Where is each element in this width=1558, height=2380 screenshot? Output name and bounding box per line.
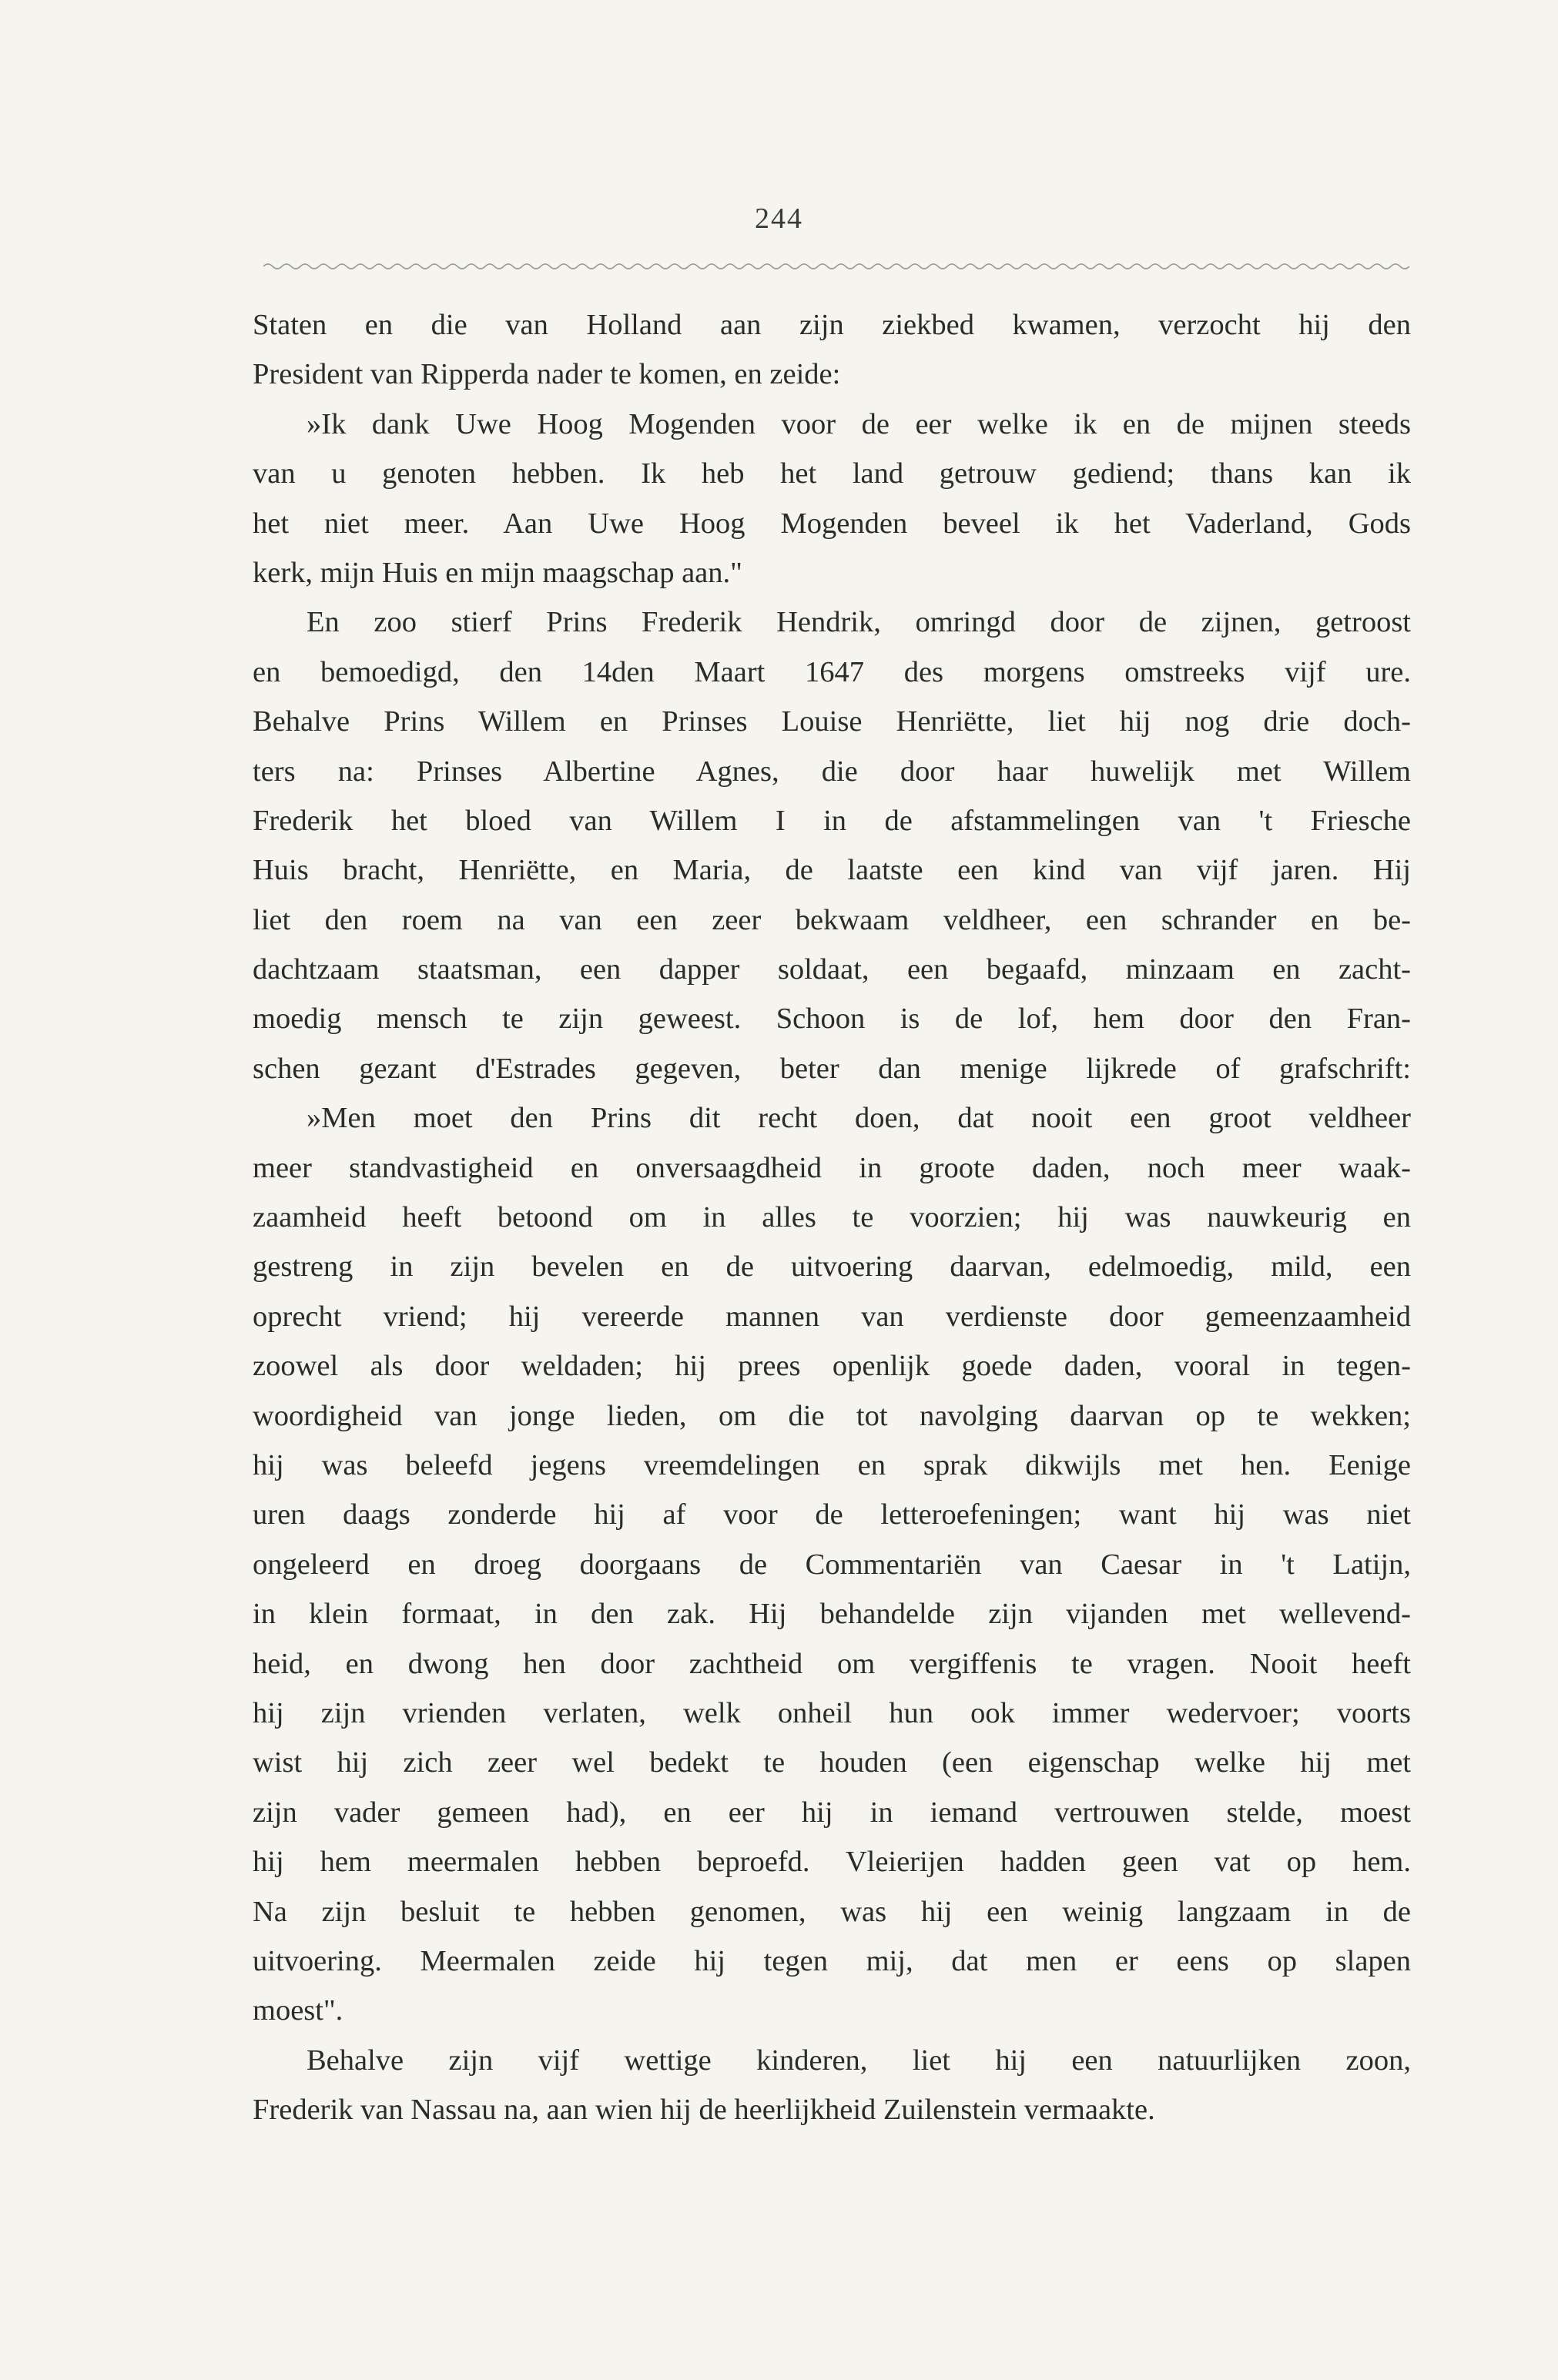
text-line: hij zijn vrienden verlaten, welk onheil hun ook immer wedervoer; voorts (253, 1696, 1411, 1729)
text-line: Frederik van Nassau na, aan wien hij de heerlijkheid Zuilenstein vermaakte. (253, 2094, 1155, 2127)
text-line: het niet meer. Aan Uwe Hoog Mogenden beveel ik het Vaderland, Gods (253, 507, 1411, 540)
text-line: schen gezant d'Estrades gegeven, beter dan menige lijkrede of grafschrift: (253, 1052, 1411, 1085)
text-line: »Men moet den Prins dit recht doen, dat nooit een groot veldheer (307, 1102, 1411, 1135)
text-line: hij was beleefd jegens vreemdelingen en sprak dikwijls met hen. Eenige (253, 1448, 1411, 1481)
text-line: dachtzaam staatsman, een dapper soldaat, een begaafd, minzaam en zacht- (253, 953, 1411, 986)
text-line: moest". (253, 1994, 343, 2027)
text-line: Behalve Prins Willem en Prinses Louise Henriëtte, liet hij nog drie doch- (253, 705, 1411, 738)
text-line: zaamheid heeft betoond om in alles te voorzien; hij was nauwkeurig en (253, 1201, 1411, 1234)
text-line: liet den roem na van een zeer bekwaam veldheer, een schrander en be- (253, 903, 1411, 936)
text-line: uitvoering. Meermalen zeide hij tegen mij, dat men er eens op slapen (253, 1944, 1411, 1977)
text-line: oprecht vriend; hij vereerde mannen van verdienste door gemeenzaamheid (253, 1300, 1411, 1333)
text-line: uren daags zonderde hij af voor de letteroefeningen; want hij was niet (253, 1498, 1411, 1531)
text-line: kerk, mijn Huis en mijn maagschap aan." (253, 556, 742, 589)
text-line: Frederik het bloed van Willem I in de afstammelingen van 't Friesche (253, 804, 1411, 837)
text-line: Na zijn besluit te hebben genomen, was hij een weinig langzaam in de (253, 1895, 1411, 1928)
text-line: ongeleerd en droeg doorgaans de Commentariën van Caesar in 't Latijn, (253, 1548, 1411, 1581)
text-line: gestreng in zijn bevelen en de uitvoering daarvan, edelmoedig, mild, een (253, 1250, 1411, 1284)
text-line: ters na: Prinses Albertine Agnes, die door haar huwelijk met Willem (253, 755, 1411, 788)
text-line: zoowel als door weldaden; hij prees openlijk goede daden, vooral in tegen- (253, 1350, 1411, 1383)
text-line: en bemoedigd, den 14den Maart 1647 des morgens omstreeks vijf ure. (253, 655, 1411, 688)
page-number: 244 (755, 203, 803, 235)
text-line: »Ik dank Uwe Hoog Mogenden voor de eer welke ik en de mijnen steeds (307, 407, 1411, 440)
body-text (253, 300, 1411, 2134)
wavy-rule-ornament (263, 260, 1412, 273)
text-line: hij hem meermalen hebben beproefd. Vleierijen hadden geen vat op hem. (253, 1846, 1411, 1879)
text-line: President van Ripperda nader te komen, en zeide: (253, 358, 841, 391)
text-line: van u genoten hebben. Ik heb het land getrouw gediend; thans kan ik (253, 457, 1411, 490)
text-line: meer standvastigheid en onversaagdheid in groote daden, noch meer waak- (253, 1151, 1411, 1184)
text-line: heid, en dwong hen door zachtheid om vergiffenis te vragen. Nooit heeft (253, 1647, 1411, 1680)
text-line: wist hij zich zeer wel bedekt te houden (een eigenschap welke hij met (253, 1746, 1411, 1779)
text-line: in klein formaat, in den zak. Hij behandelde zijn vijanden met wellevend- (253, 1598, 1411, 1631)
text-line: Staten en die van Holland aan zijn ziekbed kwamen, verzocht hij den (253, 309, 1411, 341)
text-line: Behalve zijn vijf wettige kinderen, liet hij een natuurlijken zoon, (307, 2044, 1411, 2077)
text-line: En zoo stierf Prins Frederik Hendrik, omringd door de zijnen, getroost (307, 606, 1411, 639)
text-line: Huis bracht, Henriëtte, en Maria, de laatste een kind van vijf jaren. Hij (253, 854, 1411, 887)
text-line: moedig mensch te zijn geweest. Schoon is de lof, hem door den Fran- (253, 1003, 1411, 1036)
text-line: woordigheid van jonge lieden, om die tot navolging daarvan op te wekken; (253, 1399, 1411, 1432)
text-line: zijn vader gemeen had), en eer hij in iemand vertrouwen stelde, moest (253, 1796, 1411, 1829)
